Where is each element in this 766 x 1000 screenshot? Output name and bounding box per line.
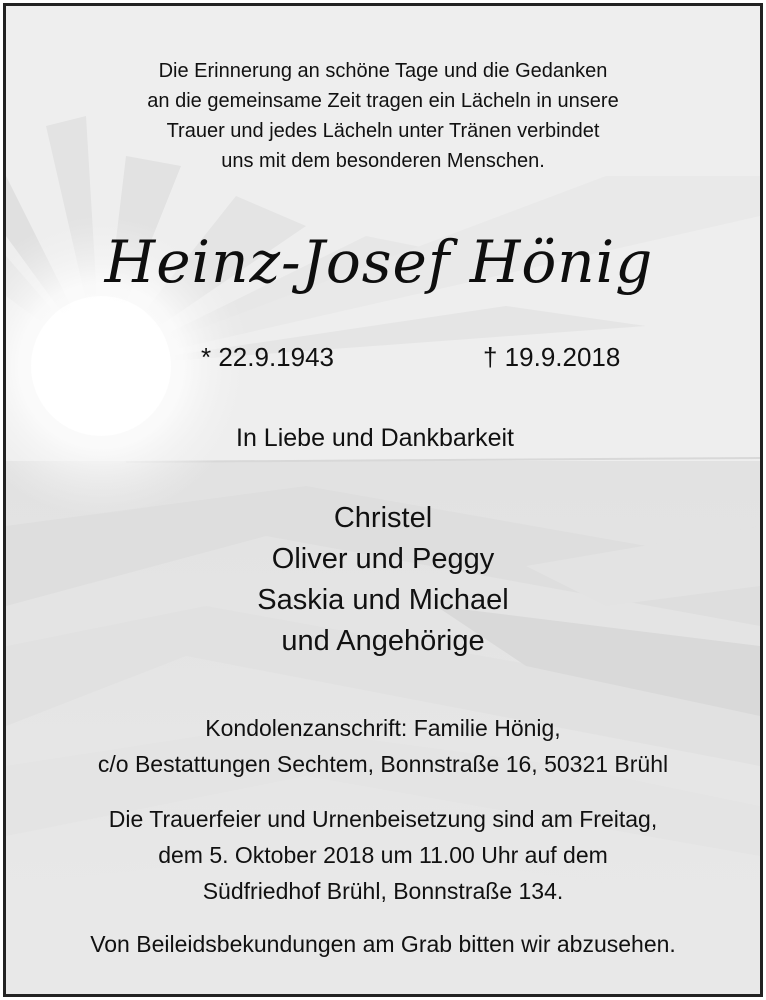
verse-line-4: uns mit dem besonderen Menschen.: [221, 150, 545, 172]
family-member-2: Oliver und Peggy: [271, 543, 495, 575]
funeral-info-line-2: dem 5. Oktober 2018 um 11.00 Uhr auf dem: [158, 842, 608, 868]
death-date: † 19.9.2018: [483, 342, 621, 372]
obituary-notice: [3, 3, 763, 997]
verse-line-3: Trauer und jedes Lächeln unter Tränen verbindet: [166, 120, 600, 142]
thanks-line: In Liebe und Dankbarkeit: [236, 424, 514, 452]
verse-line-2: an die gemeinsame Zeit tragen ein Lächeln in unsere: [147, 90, 619, 112]
funeral-info-line-1: Die Trauerfeier und Urnenbeisetzung sind am Freitag,: [108, 806, 658, 832]
condolence-address-line-2: c/o Bestattungen Sechtem, Bonnstraße 16, 50321 Brühl: [97, 751, 669, 777]
closing-request: Von Beileidsbekundungen am Grab bitten wir abzusehen.: [90, 931, 676, 957]
verse-line-1: Die Erinnerung an schöne Tage und die Gedanken: [158, 60, 608, 82]
family-member-4: und Angehörige: [281, 625, 485, 657]
deceased-name: Heinz-Josef Hönig: [104, 228, 654, 296]
condolence-address-line-1: Kondolenzanschrift: Familie Hönig,: [205, 715, 561, 741]
birth-date: * 22.9.1943: [201, 342, 335, 372]
funeral-info-line-3: Südfriedhof Brühl, Bonnstraße 134.: [202, 878, 564, 904]
family-member-3: Saskia und Michael: [257, 584, 509, 616]
family-member-1: Christel: [333, 502, 433, 534]
